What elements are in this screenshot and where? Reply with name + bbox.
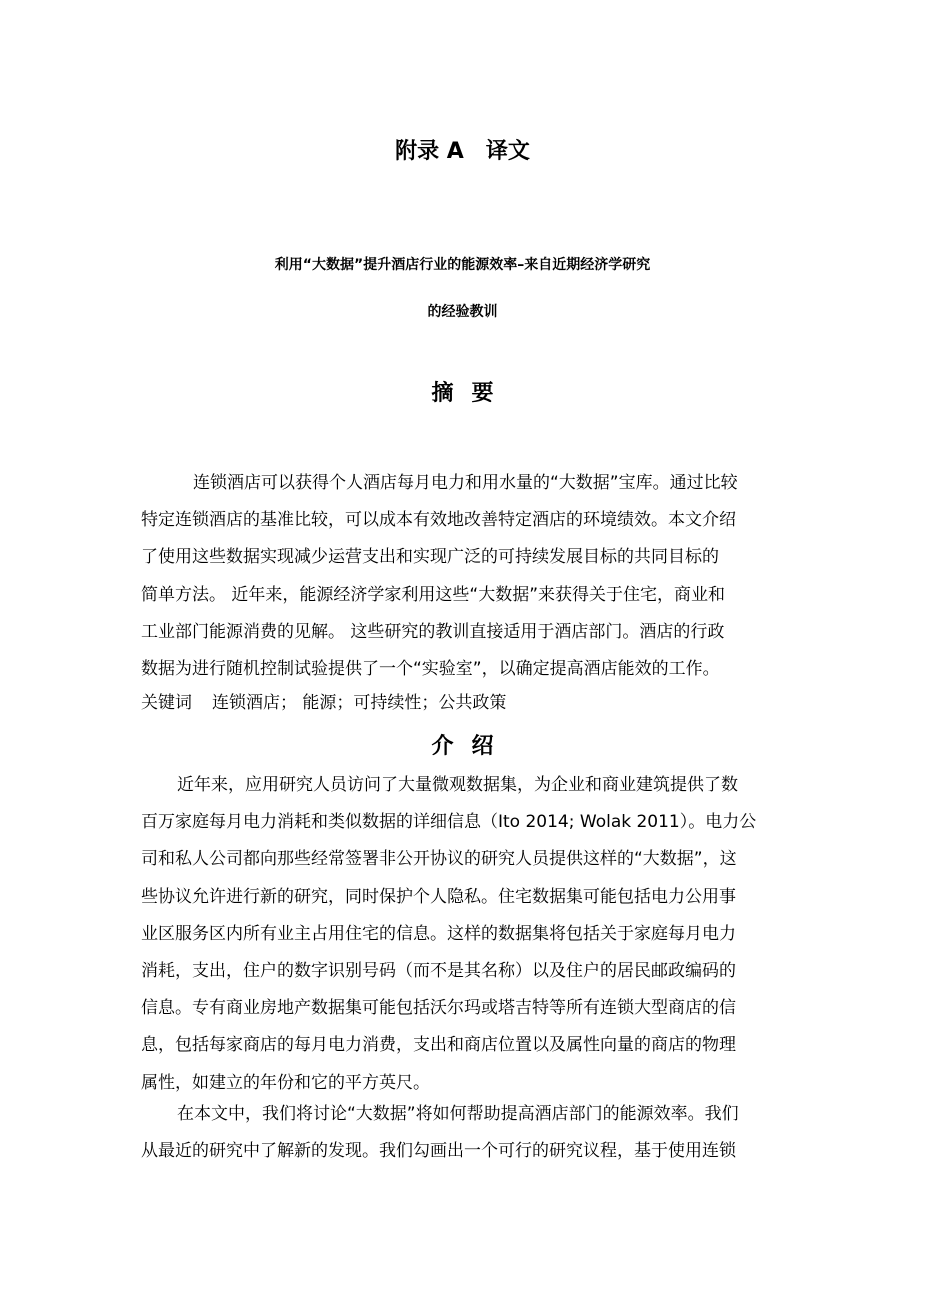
intro-line: 百万家庭每月电力消耗和类似数据的详细信息（Ito 2014; Wolak 2011）。电力公 <box>141 812 757 833</box>
abstract-line: 特定连锁酒店的基准比较，可以成本有效地改善特定酒店的环境绩效。本文介绍 <box>141 510 736 531</box>
intro-line: 在本文中，我们将讨论“大数据”将如何帮助提高酒店部门的能源效率。我们 <box>177 1104 739 1124</box>
paper-title <box>0 242 925 336</box>
abstract-line: 简单方法。 近年来，能源经济学家利用这些“大数据”来获得关于住宅，商业和 <box>141 584 726 605</box>
intro-line: 些协议允许进行新的研究，同时保护个人隐私。住宅数据集可能包括电力公用事 <box>141 886 736 907</box>
keywords-values: 连锁酒店； 能源；可持续性；公共政策 <box>212 693 507 713</box>
keywords <box>141 688 506 713</box>
intro-line: 司和私人公司都向那些经常签署非公开协议的研究人员提供这样的“大数据”，这 <box>141 849 737 870</box>
intro-line: 信息。专有商业房地产数据集可能包括沃尔玛或塔吉特等所有连锁大型商店的信 <box>141 998 736 1019</box>
paper-title-line-2: 的经验教训 <box>427 304 498 320</box>
abstract-line: 工业部门能源消费的见解。 这些研究的教训直接适用于酒店部门。酒店的行政 <box>141 621 725 642</box>
intro-line: 业区服务区内所有业主占用住宅的信息。这样的数据集将包括关于家庭每月电力 <box>141 923 736 944</box>
abstract-heading: 摘要 <box>431 381 512 406</box>
intro-line: 属性，如建立的年份和它的平方英尺。 <box>141 1072 430 1093</box>
keywords-label: 关键词 <box>141 693 192 713</box>
appendix-title <box>0 134 925 165</box>
intro-line: 息，包括每家商店的每月电力消费，支出和商店位置以及属性向量的商店的物理 <box>141 1035 736 1056</box>
abstract-line: 了使用这些数据实现减少运营支出和实现广泛的可持续发展目标的共同目标的 <box>141 547 719 568</box>
intro-paragraph-2 <box>141 1096 787 1170</box>
abstract-line: 连锁酒店可以获得个人酒店每月电力和用水量的“大数据”宝库。通过比较 <box>193 473 738 493</box>
abstract-paragraph <box>141 465 787 688</box>
appendix-subtitle: 译文 <box>485 139 530 164</box>
intro-line: 从最近的研究中了解新的发现。我们勾画出一个可行的研究议程，基于使用连锁 <box>141 1141 736 1162</box>
paper-title-line-1: 利用“大数据”提升酒店行业的能源效率–来自近期经济学研究 <box>274 257 651 273</box>
abstract-line: 数据为进行随机控制试验提供了一个“实验室”，以确定提高酒店能效的工作。 <box>141 658 720 679</box>
intro-line: 消耗，支出，住户的数字识别号码（而不是其名称）以及住户的居民邮政编码的 <box>141 960 736 981</box>
appendix-label: 附录 A <box>395 139 464 164</box>
intro-heading: 介绍 <box>431 734 512 759</box>
intro-line: 近年来，应用研究人员访问了大量微观数据集，为企业和商业建筑提供了数 <box>177 775 738 795</box>
intro-paragraph-1 <box>141 767 787 1102</box>
